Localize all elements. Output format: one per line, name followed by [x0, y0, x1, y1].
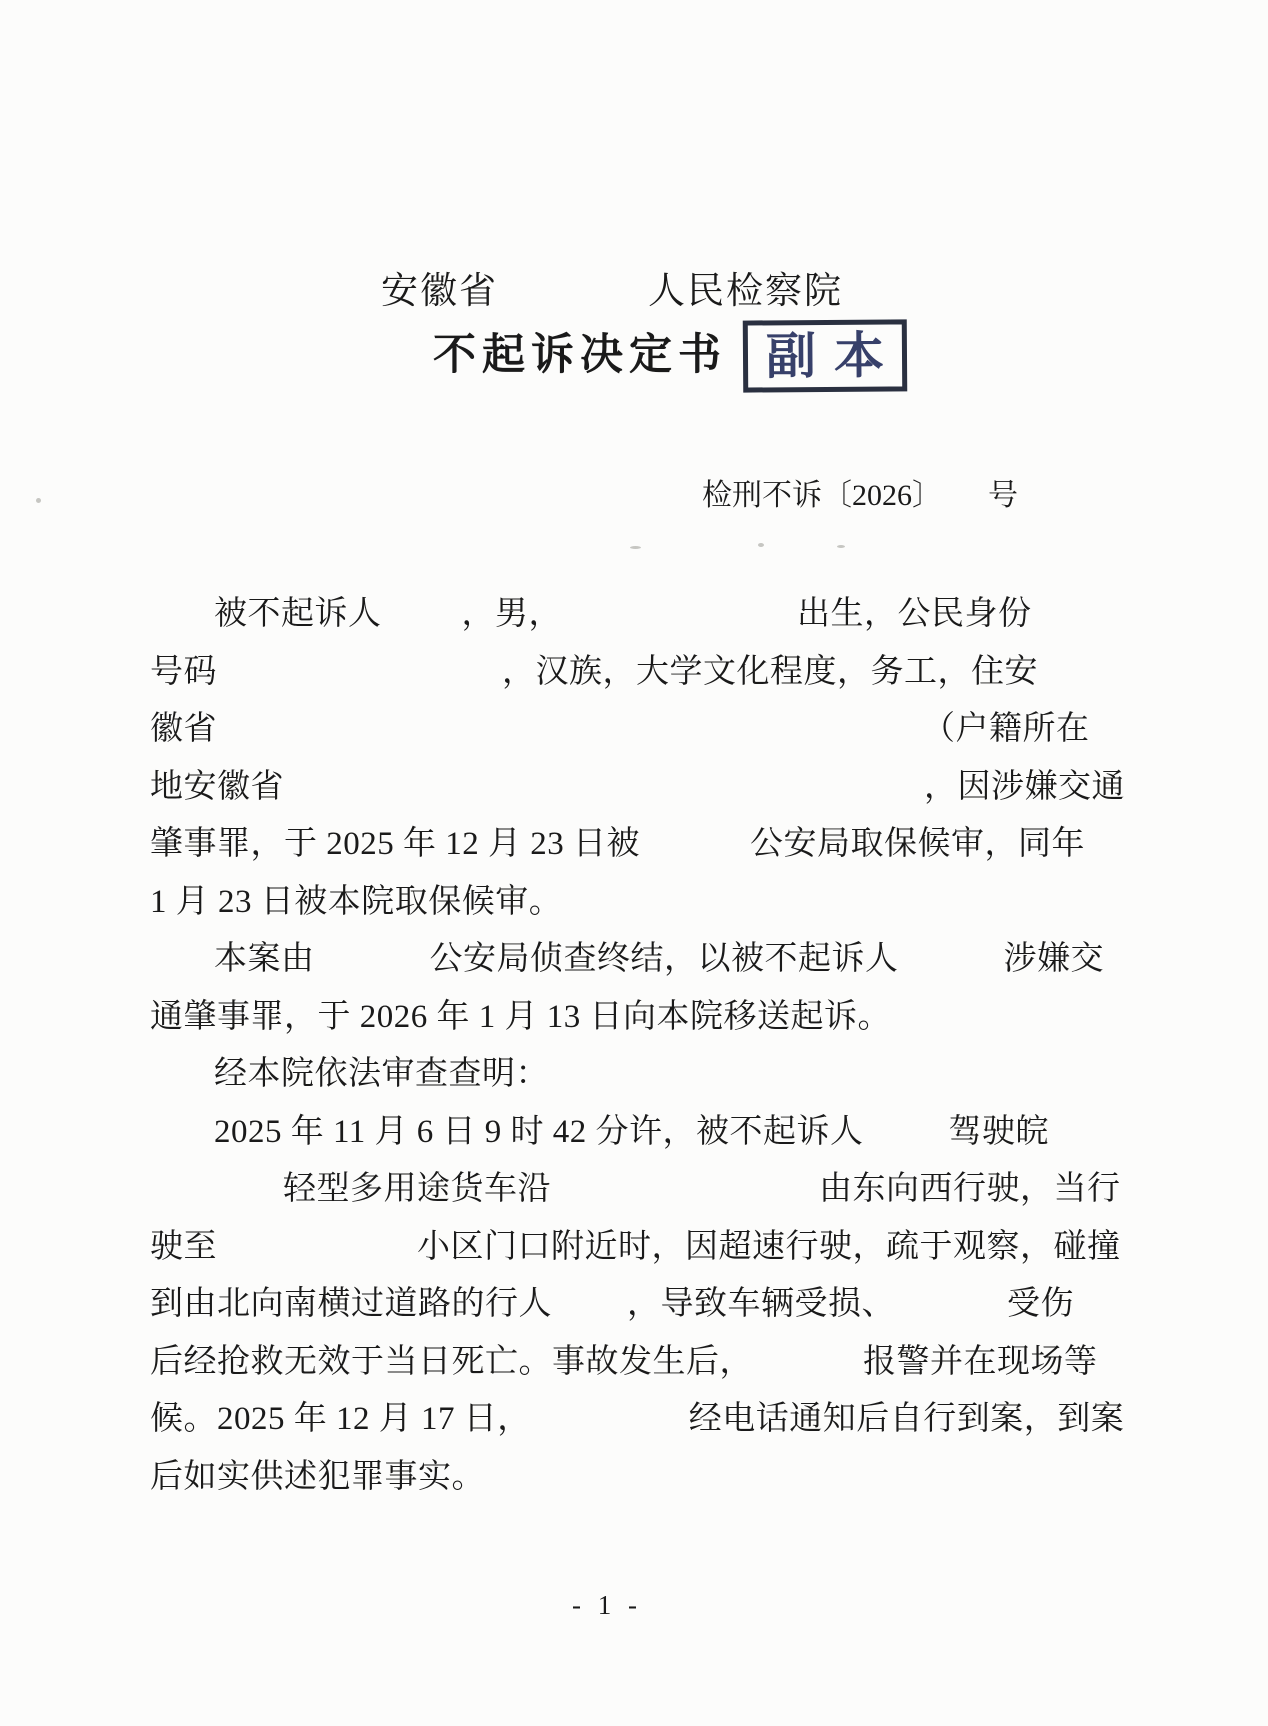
- body-line: [150, 874, 1150, 932]
- province-name: 安徽省: [381, 271, 498, 312]
- text-segment: 轻型多用途货车沿: [283, 1171, 551, 1207]
- document-number-line: [702, 470, 1018, 514]
- redacted-gap: [552, 1312, 627, 1314]
- text-segment: 驶至: [150, 1228, 217, 1265]
- text-segment: 驾驶皖: [948, 1113, 1050, 1150]
- text-segment: 公安局取保候审，同年: [750, 826, 1085, 862]
- text-segment: 出生，公民身份: [797, 596, 1032, 632]
- redacted-gap: [315, 967, 430, 969]
- body-line: [150, 644, 1150, 702]
- text-segment: 后如实供述犯罪事实。: [150, 1458, 485, 1495]
- redacted-gap: [217, 737, 922, 739]
- text-segment: 肇事罪，于 2025 年 12 月 23 日被: [150, 826, 640, 862]
- redacted-gap: [551, 1197, 819, 1199]
- text-segment: 报警并在现场等: [863, 1343, 1098, 1380]
- body-line: [150, 701, 1150, 759]
- duplicate-stamp: [743, 319, 907, 392]
- scan-speck: [630, 546, 641, 549]
- redacted-gap: [531, 1427, 689, 1429]
- redacted-gap: [150, 1197, 283, 1199]
- text-segment: 由东向西行驶，当行: [819, 1171, 1121, 1207]
- body-line: [150, 586, 1150, 644]
- body-line: [150, 931, 1150, 989]
- page-number: - 1 -: [572, 1590, 642, 1620]
- redacted-gap: [864, 1140, 949, 1142]
- text-segment: 本案由: [214, 941, 315, 977]
- body-line: [150, 1391, 1150, 1449]
- text-segment: ，导致车辆受损、: [627, 1286, 895, 1322]
- text-segment: （户籍所在: [922, 711, 1090, 747]
- document-title: 不起诉决定书: [433, 332, 727, 379]
- text-segment: ，汉族，大学文化程度，务工，住安: [502, 653, 1038, 690]
- text-segment: 候。2025 年 12 月 17 日，: [150, 1401, 531, 1437]
- body-line: [150, 1161, 1150, 1219]
- text-segment: ，男，: [461, 596, 562, 632]
- redacted-gap: [217, 680, 502, 682]
- body-line: [150, 759, 1150, 817]
- text-segment: 号码: [150, 653, 217, 690]
- redacted-gap: [899, 967, 1004, 969]
- text-segment: 受伤: [1007, 1286, 1074, 1322]
- scan-speck: [758, 543, 764, 547]
- text-segment: 公安局侦查终结，以被不起诉人: [429, 941, 899, 977]
- doc-number-prefix: 检刑不诉〔2026〕: [702, 479, 942, 512]
- text-segment: ，因涉嫌交通: [924, 768, 1125, 805]
- redacted-gap: [753, 1370, 863, 1372]
- body-line: [150, 989, 1150, 1047]
- text-segment: 涉嫌交: [1003, 941, 1104, 977]
- scan-speck: [837, 545, 845, 548]
- scan-speck: [36, 498, 41, 503]
- text-segment: 地安徽省: [150, 768, 284, 805]
- text-segment: 徽省: [150, 711, 217, 747]
- body-lines: [150, 586, 1150, 1506]
- redacted-gap: [382, 622, 462, 624]
- redacted-gap: [217, 1255, 417, 1257]
- redacted-gap: [562, 622, 797, 624]
- text-segment: 经本院依法审查查明：: [214, 1056, 549, 1092]
- header-institution-line: [0, 260, 1224, 314]
- redacted-gap: [640, 852, 750, 854]
- institution-name: 人民检察院: [648, 271, 843, 312]
- body-line: [150, 1334, 1150, 1392]
- text-segment: 小区门口附近时，因超速行驶，疏于观察，碰撞: [417, 1228, 1121, 1265]
- body-line: [150, 1449, 1150, 1507]
- body-line: [150, 1219, 1150, 1277]
- body-line: [150, 816, 1150, 874]
- body-line: [150, 1276, 1150, 1334]
- text-segment: 1 月 23 日被本院取保候审。: [150, 883, 563, 920]
- text-segment: 经电话通知后自行到案，到案: [688, 1401, 1125, 1437]
- text-segment: 被不起诉人: [214, 596, 382, 632]
- text-segment: 2025 年 11 月 6 日 9 时 42 分许，被不起诉人: [214, 1113, 864, 1150]
- stamp-label: 副本: [765, 327, 903, 385]
- body-line: [150, 1104, 1150, 1162]
- text-segment: 到由北向南横过道路的行人: [150, 1286, 552, 1322]
- body-line: [150, 1046, 1150, 1104]
- redacted-gap: [895, 1312, 1007, 1314]
- text-segment: 通肇事罪，于 2026 年 1 月 13 日向本院移送起诉。: [150, 998, 891, 1035]
- redacted-gap: [284, 795, 924, 797]
- doc-number-suffix: 号: [988, 479, 1018, 512]
- text-segment: 后经抢救无效于当日死亡。事故发生后，: [150, 1343, 753, 1380]
